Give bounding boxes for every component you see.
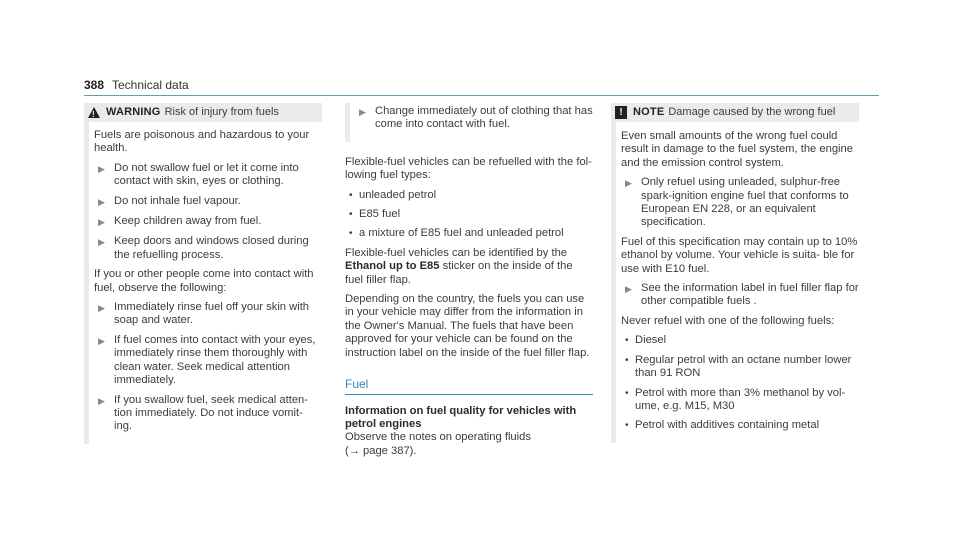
arrow-right-icon: ▶ [98,303,105,314]
warning-continuation [345,103,593,142]
step-item: ▶ Do not swallow fuel or let it come into contact with skin, eyes or clothing. [94,162,322,189]
arrow-right-icon: ▶ [359,107,366,117]
list-item: • Petrol with more than 3% methanol by vol- ume, e.g. M15, M30 [625,386,846,412]
arrow-right-icon: ▶ [625,178,632,189]
step-item: ▶ If you swallow fuel, seek medical atten- tion immediately. Do not induce vomit- ing. [94,394,322,434]
arrow-right-icon: ▶ [98,237,105,248]
arrow-right-icon: ▶ [98,196,105,207]
warning-intro: Fuels are poisonous and hazardous to your health. [94,129,310,155]
arrow-right-icon: ▶ [98,163,105,174]
note-text: Damage caused by the wrong fuel [668,105,836,118]
page-reference-link[interactable]: (→ page 387). [345,444,417,457]
never-refuel-text: Never refuel with one of the following fuels: [621,314,835,327]
step-item: ▶ If fuel comes into contact with your eyes, immediately rinse them thoroughly with clean water. Seek medical attention immediately. [94,334,322,388]
warning-header [84,103,322,122]
warning-text: Risk of injury from fuels [164,105,279,118]
fuel-heading: Fuel [345,378,593,394]
step-item: ▶ Keep children away from fuel. [94,215,322,229]
left-column [84,103,322,444]
note-body [611,122,859,443]
flex-fuel-identify: Flexible-fuel vehicles can be identified by the [345,246,568,259]
step-item: ▶ Do not inhale fuel vapour. [94,195,322,209]
list-item: • E85 fuel [349,208,401,221]
list-item: • Regular petrol with an octane number lower than 91 RON [625,353,852,380]
list-item: • a mixture of E85 fuel and unleaded petrol [349,227,564,240]
fuel-quality-subheading: Information on fuel quality for vehicles with petrol engines [345,404,577,430]
step-item: ▶ Change immediately out of clothing that has come into contact with fuel. [355,105,593,132]
warning-body [84,122,322,444]
arrow-right-icon: ▶ [98,217,105,228]
warning-middle-text: If you or other people come into contact with fuel, observe the following: [94,268,314,294]
list-item: • Petrol with additives containing metal [625,419,820,432]
arrow-right-icon: ▶ [98,335,105,346]
step-item: ▶ Keep doors and windows closed during the refuelling process. [94,235,322,262]
arrow-right-icon: ▶ [98,395,105,406]
flex-fuel-intro: Flexible-fuel vehicles can be refuelled with the fol- lowing fuel types: [345,155,592,182]
note-header [611,103,859,122]
note-label: NOTE [633,105,665,118]
step-item: ▶ Only refuel using unleaded, sulphur-free spark-ignition engine fuel that conforms to European EN 228, or an equivalent specification. [621,176,859,230]
notice-icon: ! [615,106,627,119]
step-item: ▶ See the information label in fuel filler flap for other compatible fuels . [621,282,859,309]
warning-label: WARNING [106,105,161,118]
warning-triangle-icon [88,107,100,118]
right-column [611,103,859,443]
list-item: • unleaded petrol [349,188,437,201]
step-item: ▶ Immediately rinse fuel off your skin with soap and water. [94,301,322,328]
page-number: 388 [84,78,105,92]
country-note: Depending on the country, the fuels you can use in your vehicle may differ from the information in the Owner's Manual. The fuels that have been approved for your vehicle can be found on the instruction label on the inside of the fuel filler flap. [345,293,590,359]
page-header [84,76,879,96]
section-title: Technical data [112,78,189,92]
note-intro: Even small amounts of the wrong fuel could result in damage to the fuel system, the engine and the emission control system. [621,130,853,169]
ethanol-note: Fuel of this specification may contain up to 10% ethanol by volume. Your vehicle is suita- ble for use with E10 fuel. [621,235,858,275]
arrow-right-icon: ▶ [625,284,632,295]
middle-column [345,103,593,464]
list-item: • Diesel [625,334,667,347]
flex-fuel-sticker: Ethanol up to E85 sticker on the inside of the fuel filler flap. [345,260,573,286]
operating-fluids-note: Observe the notes on operating fluids [345,431,531,444]
